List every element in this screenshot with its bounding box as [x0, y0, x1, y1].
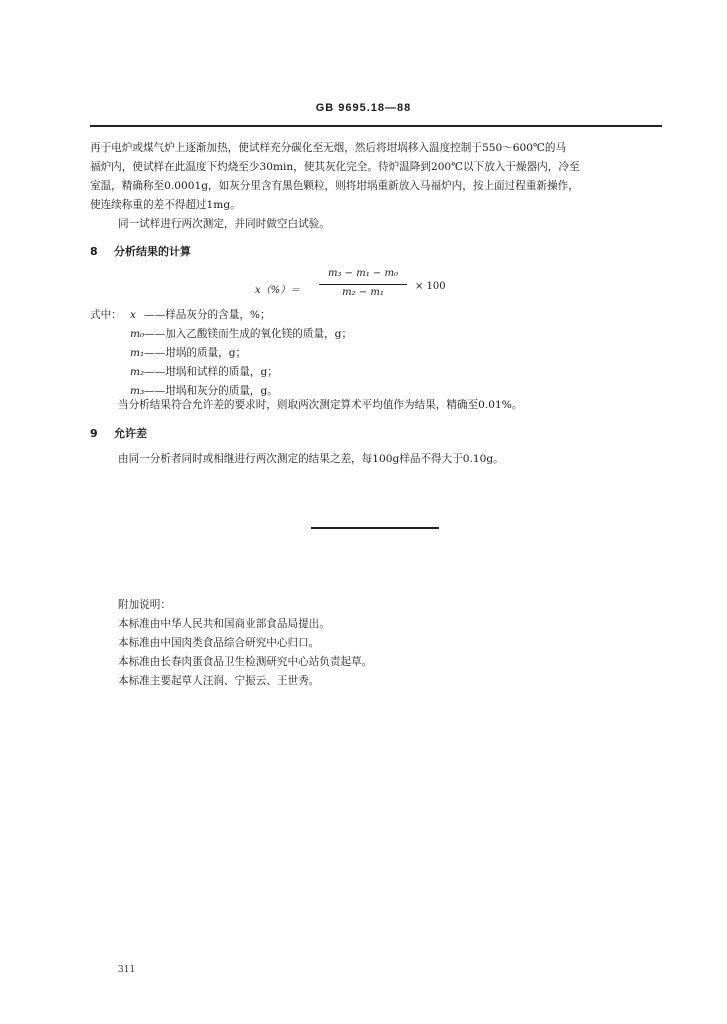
intro-line: 再于电炉或煤气炉上逐渐加热，使试样充分碳化至无烟，然后将坩埚移入温度控制于550～600℃的马: [90, 142, 567, 154]
notes-line: 本标准由长春肉蛋食品卫生检测研究中心站负责起草。: [118, 656, 373, 668]
where-label: 式中：: [90, 309, 122, 321]
notes-line: 本标准由中国肉类食品综合研究中心归口。: [118, 637, 320, 649]
section-title: 允许差: [114, 427, 147, 440]
intro-line: 福炉内，使试样在此温度下灼烧至少30min，使其灰化完全。待炉温降到200℃以下放入干燥器内，冷至: [90, 161, 580, 173]
variable-symbol: m₃: [130, 385, 145, 397]
notes-line: 本标准主要起草人汪润、宁振云、王世秀。: [118, 675, 320, 687]
variable-symbol: m₂: [130, 366, 145, 378]
variable-definitions: [90, 306, 352, 401]
variable-description: ——坩埚和试样的质量，g；: [144, 366, 278, 378]
header-rule: [90, 125, 662, 127]
blank-test-sentence: 同一试样进行两次测定，并同时做空白试验。: [118, 218, 330, 230]
formula-numerator: m₃ − m₁ − m₀: [328, 268, 398, 279]
variable-description: ——加入乙酸镁而生成的氧化镁的质量，g；: [144, 328, 353, 340]
formula-lhs: x（%）＝: [255, 285, 301, 296]
variable-symbol: x: [130, 309, 136, 321]
formula-fraction: [319, 268, 407, 298]
formula-rhs: × 100: [415, 281, 446, 292]
intro-line: 使连续称重的差不得超过1mg。: [90, 199, 241, 211]
variable-symbol: m₀: [130, 328, 145, 340]
formula-denominator: m₂ − m₁: [342, 287, 384, 298]
result-rule: 当分析结果符合允许差的要求时，则取两次测定算术平均值作为结果，精确至0.01%。: [118, 399, 523, 411]
intro-paragraph: [90, 139, 662, 215]
standard-code: GB 9695.18—88: [315, 102, 412, 114]
section-9-heading: [90, 425, 147, 441]
variable-description: ——坩埚和灰分的质量，g。: [144, 385, 278, 397]
section-8-heading: [90, 243, 191, 259]
notes-title: 附加说明：: [118, 599, 171, 611]
additional-notes: [118, 596, 372, 691]
variable-description: ——样品灰分的含量，%；: [144, 309, 271, 321]
definition-row: [90, 325, 352, 344]
definition-row: [90, 363, 352, 382]
variable-description: ——坩埚的质量，g；: [144, 347, 247, 359]
definition-row: [90, 306, 352, 325]
tolerance-text: 由同一分析者同时或相继进行两次测定的结果之差，每100g样品不得大于0.10g。: [118, 453, 504, 465]
section-number: 8: [90, 245, 98, 258]
ash-formula: [255, 268, 515, 308]
notes-line: 本标准由中华人民共和国商业部食品局提出。: [118, 618, 330, 630]
fraction-bar: [319, 284, 407, 285]
section-number: 9: [90, 427, 98, 440]
end-of-standard-rule: [311, 527, 439, 529]
variable-symbol: m₁: [130, 347, 145, 359]
intro-line: 室温，精确称至0.0001g，如灰分里含有黑色颗粒，则将坩埚重新放入马福炉内，按上面过程重新操作，: [90, 180, 579, 192]
definition-row: [90, 344, 352, 363]
section-title: 分析结果的计算: [114, 245, 191, 258]
page-number: 311: [118, 965, 136, 975]
